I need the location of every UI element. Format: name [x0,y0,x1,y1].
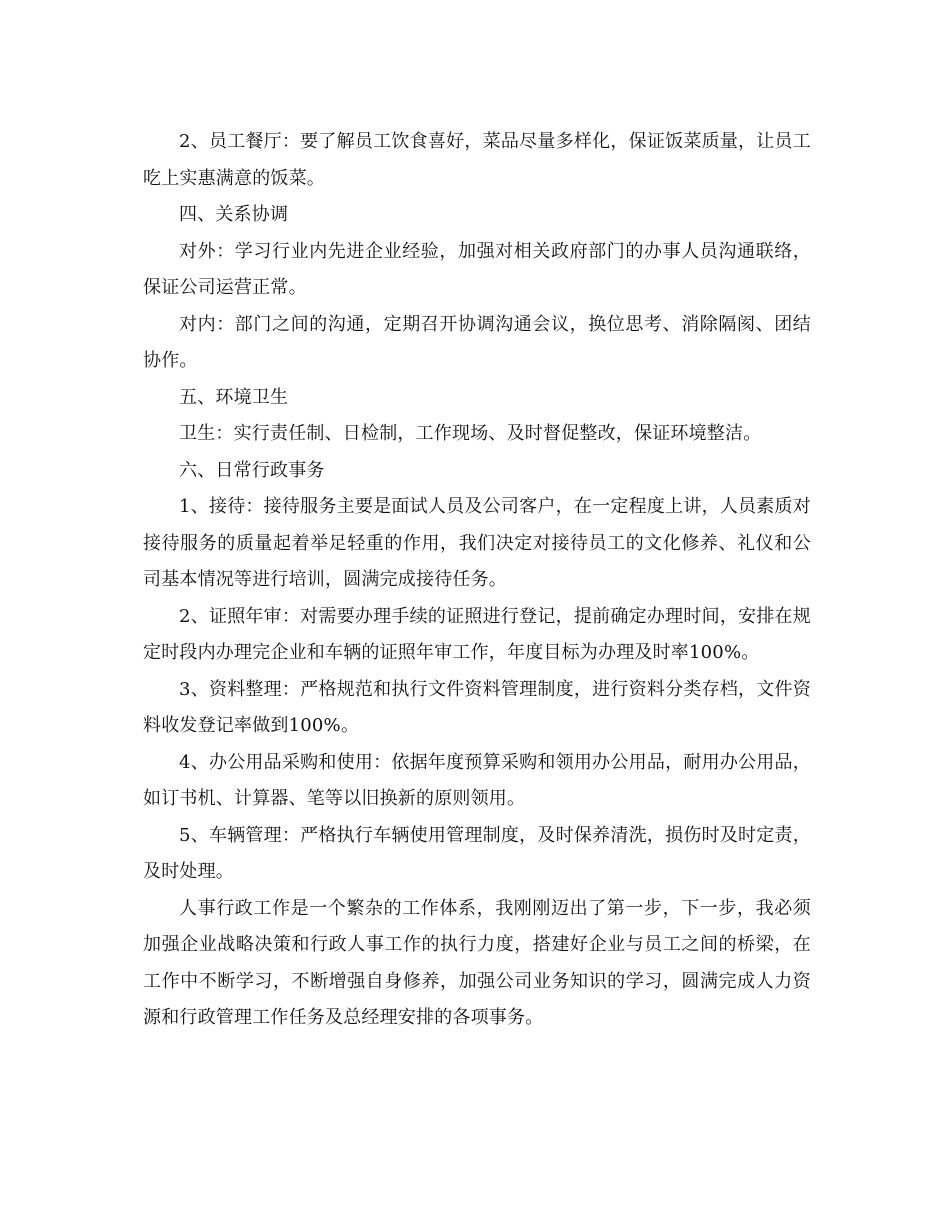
paragraph-license-review: 2、证照年审：对需要办理手续的证照进行登记，提前确定办理时间，安排在规定时段内办理完企业和车辆的证照年审工作，年度目标为办理及时率100%。 [143,605,811,663]
document-body [143,124,811,1037]
heading-daily-affairs: 六、日常行政事务 [179,459,325,481]
paragraph-office-supplies: 4、办公用品采购和使用：依据年度预算采购和领用办公用品，耐用办公用品，如订书机、计算器、笔等以旧换新的原则领用。 [143,751,811,809]
paragraph-conclusion: 人事行政工作是一个繁杂的工作体系，我刚刚迈出了第一步，下一步，我必须加强企业战略决策和行政人事工作的执行力度，搭建好企业与员工之间的桥梁，在工作中不断学习，不断增强自身修养，加强公司业务知识的学习，圆满完成人力资源和行政管理工作任务及总经理安排的各项事务。 [143,897,811,1028]
paragraph-canteen: 2、员工餐厅：要了解员工饮食喜好，菜品尽量多样化，保证饭菜质量，让员工吃上实惠满意的饭菜。 [143,131,811,189]
paragraph-internal: 对内：部门之间的沟通，定期召开协调沟通会议，换位思考、消除隔阂、团结协作。 [143,313,811,371]
heading-relations: 四、关系协调 [179,204,289,225]
heading-environment: 五、环境卫生 [179,386,289,408]
paragraph-hygiene: 卫生：实行责任制、日检制，工作现场、及时督促整改，保证环境整洁。 [179,423,762,444]
paragraph-reception: 1、接待：接待服务主要是面试人员及公司客户，在一定程度上讲，人员素质对接待服务的质量起着举足轻重的作用，我们决定对接待员工的文化修养、礼仪和公司基本情况等进行培训，圆满完成接待任务。 [143,496,811,590]
paragraph-vehicles: 5、车辆管理：严格执行车辆使用管理制度，及时保养清洗，损伤时及时定责，及时处理。 [143,824,811,882]
paragraph-documents: 3、资料整理：严格规范和执行文件资料管理制度，进行资料分类存档，文件资料收发登记率做到100%。 [143,678,811,736]
paragraph-external: 对外：学习行业内先进企业经验，加强对相关政府部门的办事人员沟通联络，保证公司运营正常。 [143,240,811,298]
